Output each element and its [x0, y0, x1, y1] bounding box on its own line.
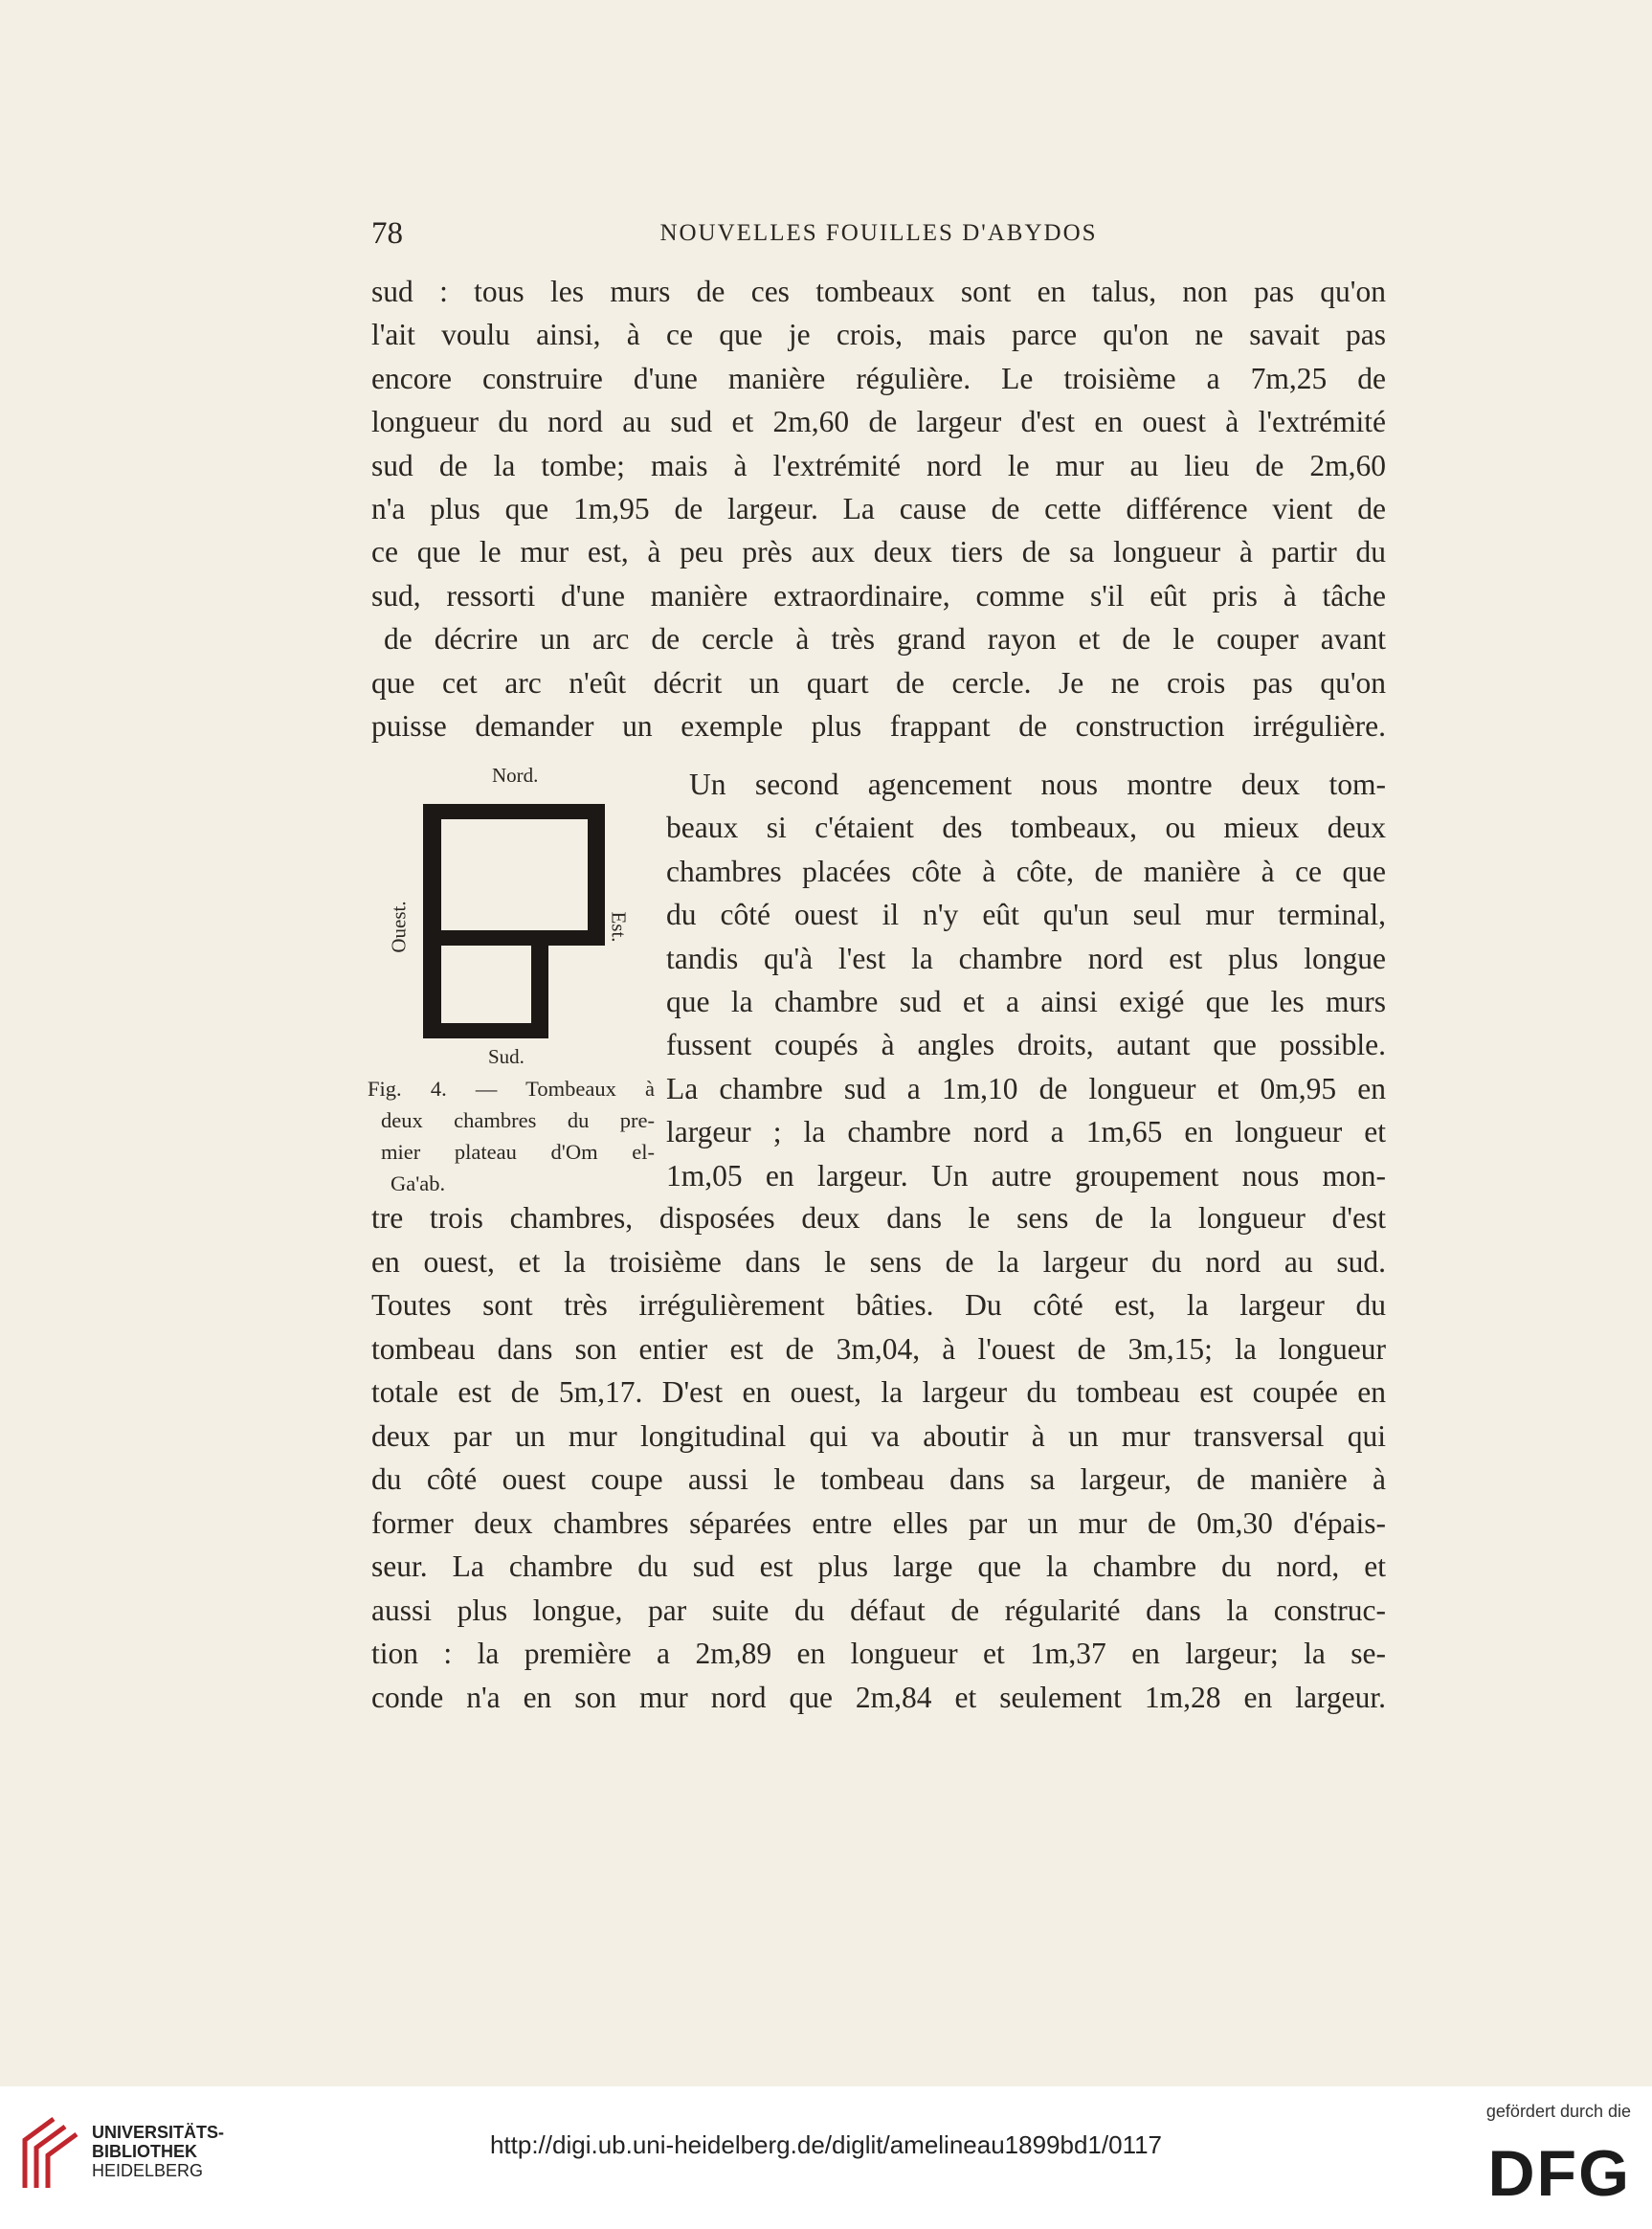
page-header [371, 216, 1386, 255]
text-line: Toutes sont très irrégulièrement bâties. Du côté est, la largeur du [371, 1288, 1386, 1322]
library-name-line3: HEIDELBERG [92, 2161, 204, 2180]
text-line: longueur du nord au sud et 2m,60 de largeur d'est en ouest à l'extrémité [371, 405, 1386, 439]
text-line: l'ait voulu ainsi, à ce que je crois, mais parce qu'on ne savait pas [371, 318, 1386, 352]
text-line: sud de la tombe; mais à l'extrémité nord le mur au lieu de 2m,60 [371, 448, 1386, 482]
text-block-top [371, 270, 1386, 747]
caption-line: Fig. 4. — Tombeaux à [368, 1077, 655, 1101]
library-name-line2: BIBLIOTHEK [92, 2142, 197, 2161]
figure-caption [368, 1073, 655, 1199]
permalink-url[interactable]: http://digi.ub.uni-heidelberg.de/diglit/amelineau1899bd1/0117 [489, 2130, 1163, 2159]
text-line: fussent coupés à angles droits, autant que possible. [666, 1028, 1386, 1062]
text-line: sud : tous les murs de ces tombeaux sont en talus, non pas qu'on [371, 275, 1386, 308]
text-line: n'a plus que 1m,95 de largeur. La cause de cette différence vient de [371, 491, 1386, 525]
caption-line: deux chambres du pre- [381, 1108, 655, 1132]
text-line: puisse demander un exemple plus frappant de construction irrégulière. [371, 708, 1386, 743]
tomb-plan-diagram [423, 804, 605, 1038]
text-line: Un second agencement nous montre deux tom- [689, 768, 1386, 801]
text-line: largeur ; la chambre nord a 1m,65 en longueur et [666, 1115, 1386, 1149]
text-line: encore construire d'une manière régulière. Le troisième a 7m,25 de [371, 361, 1386, 395]
text-line: de décrire un arc de cercle à très grand rayon et de le couper avant [384, 622, 1386, 657]
south-wall [423, 1023, 548, 1038]
text-line: du côté ouest coupe aussi le tombeau dans sa largeur, de manière à [371, 1462, 1386, 1496]
text-line: du côté ouest il n'y eût qu'un seul mur terminal, [666, 898, 1386, 932]
east-wall-south-chamber [531, 930, 548, 1038]
caption-line: Ga'ab. [391, 1171, 446, 1195]
figure-label-east: Est. [607, 911, 631, 943]
page-number: 78 [371, 216, 403, 251]
text-line: sud, ressorti d'une manière extraordinaire, comme s'il eût pris à tâche [371, 578, 1386, 613]
figure-label-south: Sud. [488, 1045, 525, 1068]
text-line: seur. La chambre du sud est plus large que la chambre du nord, et [371, 1549, 1386, 1583]
text-line: deux par un mur longitudinal qui va aboutir à un mur transversal qui [371, 1418, 1386, 1453]
text-line: former deux chambres séparées entre elles par un mur de 0m,30 d'épais- [371, 1505, 1386, 1540]
text-line: chambres placées côte à côte, de manière à ce que [666, 854, 1386, 888]
west-wall [423, 804, 441, 1038]
text-line: ce que le mur est, à peu près aux deux tiers de sa longueur à partir du [371, 535, 1386, 569]
text-line: aussi plus longue, par suite du défaut de régularité dans la construc- [371, 1593, 1386, 1627]
text-block-beside-figure [666, 763, 1386, 1197]
north-wall [423, 804, 605, 819]
library-name-line1: UNIVERSITÄTS- [92, 2123, 225, 2142]
footer-bar [0, 2086, 1652, 2229]
text-line: que cet arc n'eût décrit un quart de cercle. Je ne crois pas qu'on [371, 665, 1386, 700]
text-line: tre trois chambres, disposées deux dans le sens de la longueur d'est [371, 1201, 1386, 1235]
text-block-bottom [371, 1196, 1386, 1719]
caption-line: mier plateau d'Om el- [381, 1140, 655, 1164]
text-line: en ouest, et la troisième dans le sens de la largeur du nord au sud. [371, 1244, 1386, 1279]
figure-label-north: Nord. [492, 764, 539, 787]
text-line: totale est de 5m,17. D'est en ouest, la largeur du tombeau est coupée en [371, 1375, 1386, 1409]
text-line: 1m,05 en largeur. Un autre groupement nous mon- [666, 1158, 1386, 1193]
dividing-wall [423, 930, 605, 946]
text-line: que la chambre sud et a ainsi exigé que les murs [666, 984, 1386, 1018]
dfg-logo: DFG [1487, 2137, 1631, 2210]
text-line: tion : la première a 2m,89 en longueur et 1m,37 en largeur; la se- [371, 1637, 1386, 1670]
text-line: conde n'a en son mur nord que 2m,84 et seulement 1m,28 en largeur. [371, 1680, 1386, 1714]
text-line: La chambre sud a 1m,10 de longueur et 0m,95 en [666, 1071, 1386, 1105]
text-line: beaux si c'étaient des tombeaux, ou mieux deux [666, 811, 1386, 845]
figure-label-west: Ouest. [387, 901, 411, 953]
figure-4 [368, 764, 655, 1195]
running-title: NOUVELLES FOUILLES D'ABYDOS [659, 220, 1098, 246]
text-line: tombeau dans son entier est de 3m,04, à l'ouest de 3m,15; la longueur [371, 1331, 1386, 1366]
funder-label: gefördert durch die [1485, 2102, 1631, 2121]
text-line: tandis qu'à l'est la chambre nord est plus longue [666, 941, 1386, 975]
east-wall-north-chamber [588, 804, 605, 946]
